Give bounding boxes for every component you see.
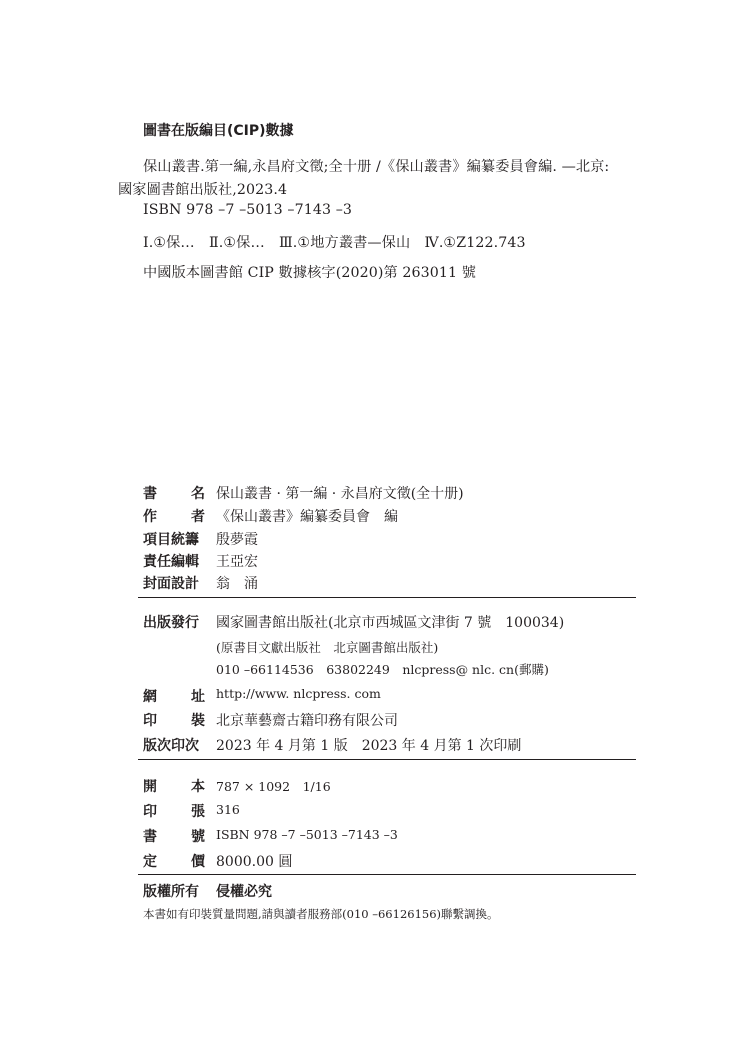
price-value: 8000.00 圓 — [216, 854, 293, 870]
cip-isbn: ISBN 978 –7 –5013 –7143 –3 — [143, 202, 353, 218]
price-label: 定 價 — [143, 854, 205, 870]
sheets-value: 316 — [216, 802, 240, 817]
copyright-label: 版權所有 — [143, 884, 199, 900]
divider-2 — [138, 759, 636, 760]
quality-notice: 本書如有印裝質量問題,請與讀者服務部(010 –66126156)聯繫調換。 — [143, 907, 499, 921]
cip-number: 中國版本圖書館 CIP 數據核字(2020)第 263011 號 — [143, 265, 477, 281]
title-label: 書 名 — [143, 486, 205, 502]
coordinator-label: 項目統籌 — [143, 532, 199, 548]
title-value: 保山叢書 · 第一編 · 永昌府文徵(全十册) — [216, 486, 464, 502]
author-label: 作 者 — [143, 509, 205, 525]
publisher-label: 出版發行 — [143, 615, 199, 631]
copyright-value: 侵權必究 — [216, 884, 272, 900]
publisher-value: 國家圖書館出版社(北京市西城區文津街 7 號 100034) — [216, 615, 565, 631]
publisher-phone: 010 –66114536 63802249 nlcpress@ nlc. cn(郵購) — [216, 662, 549, 677]
website-value: http://www. nlcpress. com — [216, 686, 381, 701]
isbn-label: 書 號 — [143, 829, 205, 845]
edition-label: 版次印次 — [143, 738, 199, 754]
cover-design-value: 翁 涌 — [216, 576, 258, 592]
printer-value: 北京華藝齋古籍印務有限公司 — [216, 713, 398, 729]
editor-value: 王亞宏 — [216, 554, 258, 570]
sheets-label: 印 張 — [143, 804, 205, 820]
website-label: 網 址 — [143, 689, 205, 705]
divider-1 — [138, 597, 636, 598]
cover-design-label: 封面設計 — [143, 576, 199, 592]
cip-line-1: 保山叢書.第一編,永昌府文徵;全十册 /《保山叢書》編纂委員會編. —北京: — [143, 159, 610, 175]
edition-value: 2023 年 4 月第 1 版 2023 年 4 月第 1 次印刷 — [216, 738, 522, 754]
format-label: 開 本 — [143, 779, 205, 795]
cip-classification: Ⅰ.①保… Ⅱ.①保… Ⅲ.①地方叢書—保山 Ⅳ.①Z122.743 — [143, 235, 526, 251]
author-value: 《保山叢書》編纂委員會 編 — [216, 509, 398, 525]
divider-3 — [138, 874, 636, 875]
cip-line-2: 國家圖書館出版社,2023.4 — [118, 182, 288, 198]
isbn-value: ISBN 978 –7 –5013 –7143 –3 — [216, 827, 398, 842]
cip-title: 圖書在版編目(CIP)數據 — [143, 123, 294, 139]
editor-label: 責任編輯 — [143, 554, 199, 570]
coordinator-value: 殷夢霞 — [216, 532, 258, 548]
printer-label: 印 裝 — [143, 713, 205, 729]
publisher-note: (原書目文獻出版社 北京圖書館出版社) — [216, 640, 439, 655]
format-value: 787 × 1092 1/16 — [216, 779, 331, 794]
